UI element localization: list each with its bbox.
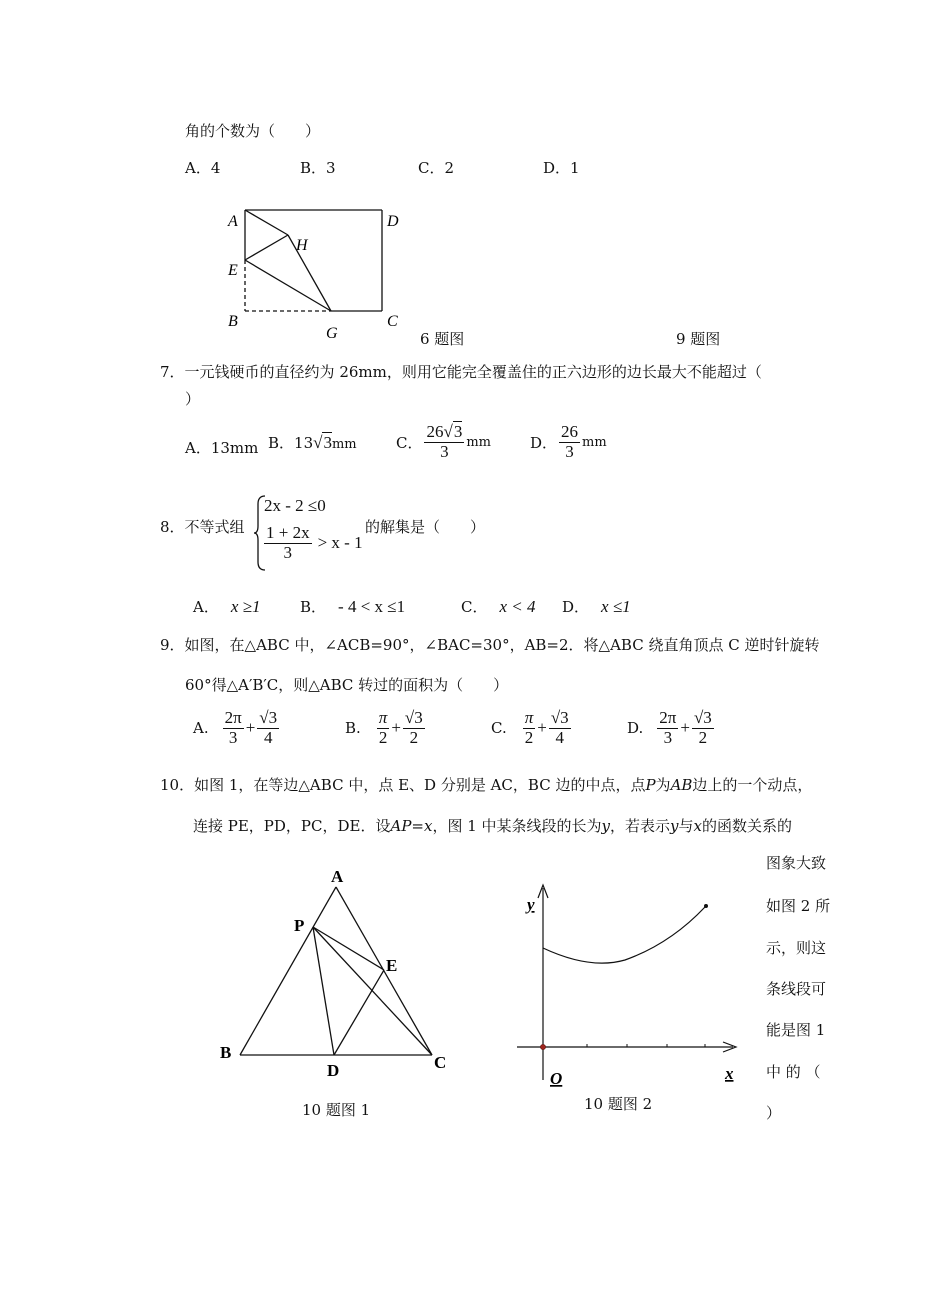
q10-fig1-label-d: D bbox=[327, 1061, 340, 1080]
q10-stem-line2: 连接 PE，PD，PC，DE．设AP=x，图 1 中某条线段的长为y，若表示y与x的函数关系的 bbox=[193, 817, 793, 835]
q10-graph-curve bbox=[543, 907, 705, 963]
q9-stem-line1: 9．如图，在△ABC 中，∠ACB=90°，∠BAC=30°，AB=2．将△ABC 绕直角顶点 C 逆时针旋转 bbox=[160, 636, 820, 654]
q6-option-a: A．4 bbox=[185, 159, 221, 177]
q10-figure2-graph bbox=[505, 880, 755, 1090]
q7-stem: 7．一元钱硬币的直径约为 26mm，则用它能完全覆盖住的正六边形的边长最大不能超过（ bbox=[160, 363, 762, 381]
q9-stem-line2: 60°得△A′B′C，则△ABC 转过的面积为（ ） bbox=[185, 676, 509, 694]
q10-side-line-7: ） bbox=[766, 1104, 782, 1122]
q8-prefix: 8．不等式组 bbox=[160, 518, 245, 536]
q6-label-g: G bbox=[326, 325, 338, 342]
q9-option-a: A. $\frac{2\pi}{3}$ + $\frac{√3}{4}$ bbox=[193, 708, 278, 747]
q9-option-b: B. $\frac{\pi}{2}$ + $\frac{√3}{2}$ bbox=[345, 708, 423, 747]
q6-label-h: H bbox=[296, 237, 308, 254]
q9-option-d: D. $\frac{2\pi}{3}$ + $\frac{√3}{2}$ bbox=[627, 708, 712, 747]
q8-option-a: A． x ≥1 bbox=[193, 597, 261, 616]
q6-label-e: E bbox=[228, 262, 238, 279]
q9-option-c: C. $\frac{\pi}{2}$ + $\frac{√3}{4}$ bbox=[491, 708, 569, 747]
q7-option-b: B．13√3mm bbox=[268, 433, 357, 452]
q10-graph-origin-point bbox=[540, 1044, 545, 1049]
q7-option-c: C． $\frac{26√3}{3}$ mm bbox=[396, 422, 491, 461]
q10-figure1-caption: 10 题图 1 bbox=[302, 1101, 371, 1119]
q8-option-c: C． x < 4 bbox=[461, 597, 536, 616]
q10-side-line-2: 如图 2 所 bbox=[766, 897, 831, 915]
q10-fig1-label-b: B bbox=[220, 1043, 232, 1062]
q6-option-b: B．3 bbox=[300, 159, 336, 177]
q10-fig2-label-o: O bbox=[550, 1069, 563, 1088]
q8-option-b: B． - 4 < x ≤1 bbox=[300, 597, 406, 616]
q6-label-d: D bbox=[387, 213, 399, 230]
q10-fig2-label-y: y bbox=[527, 895, 535, 914]
q10-side-line-3: 示，则这 bbox=[766, 939, 827, 957]
q6-label-b: B bbox=[228, 313, 238, 330]
q6-rectangle-figure bbox=[220, 200, 420, 345]
q10-fig1-label-e: E bbox=[386, 956, 398, 975]
q10-side-line-4: 条线段可 bbox=[766, 980, 827, 998]
q7-option-a: A．13mm bbox=[185, 439, 259, 457]
q8-system-line2: $\frac{1 + 2x}{3}$ > x - 1 bbox=[266, 523, 363, 562]
q8-option-d: D． x ≤1 bbox=[562, 597, 631, 616]
q10-stem-line1: 10．如图 1，在等边△ABC 中，点 E、D 分别是 AC，BC 边的中点，点P为AB边上的一个动点， bbox=[160, 776, 813, 794]
q6-label-c: C bbox=[387, 313, 398, 330]
q10-fig2-label-x: x bbox=[725, 1064, 734, 1083]
q6-stem-tail: 角的个数为（ ） bbox=[185, 122, 321, 140]
q9-caption: 9 题图 bbox=[676, 330, 721, 348]
q10-fig1-label-c: C bbox=[434, 1053, 447, 1072]
q10-side-line-5: 能是图 1 bbox=[766, 1021, 826, 1039]
q8-system-line1: 2x - 2 ≤0 bbox=[264, 496, 326, 515]
q7-stem-cont: ） bbox=[185, 390, 201, 408]
q10-side-line-6: 中 的 （ bbox=[766, 1063, 821, 1081]
q8-suffix: 的解集是（ ） bbox=[365, 518, 486, 536]
q10-figure2-caption: 10 题图 2 bbox=[584, 1095, 653, 1113]
q10-side-line-1: 图象大致 bbox=[766, 854, 827, 872]
q10-fig1-label-a: A bbox=[331, 867, 344, 886]
q10-fig1-label-p: P bbox=[294, 916, 305, 935]
q6-option-c: C．2 bbox=[418, 159, 455, 177]
q6-label-a: A bbox=[228, 213, 238, 230]
q6-caption: 6 题图 bbox=[420, 330, 465, 348]
q10-figure1-triangle bbox=[210, 860, 460, 1080]
q6-option-d: D．1 bbox=[543, 159, 580, 177]
q7-option-d: D． $\frac{26}{3}$ mm bbox=[530, 422, 607, 461]
